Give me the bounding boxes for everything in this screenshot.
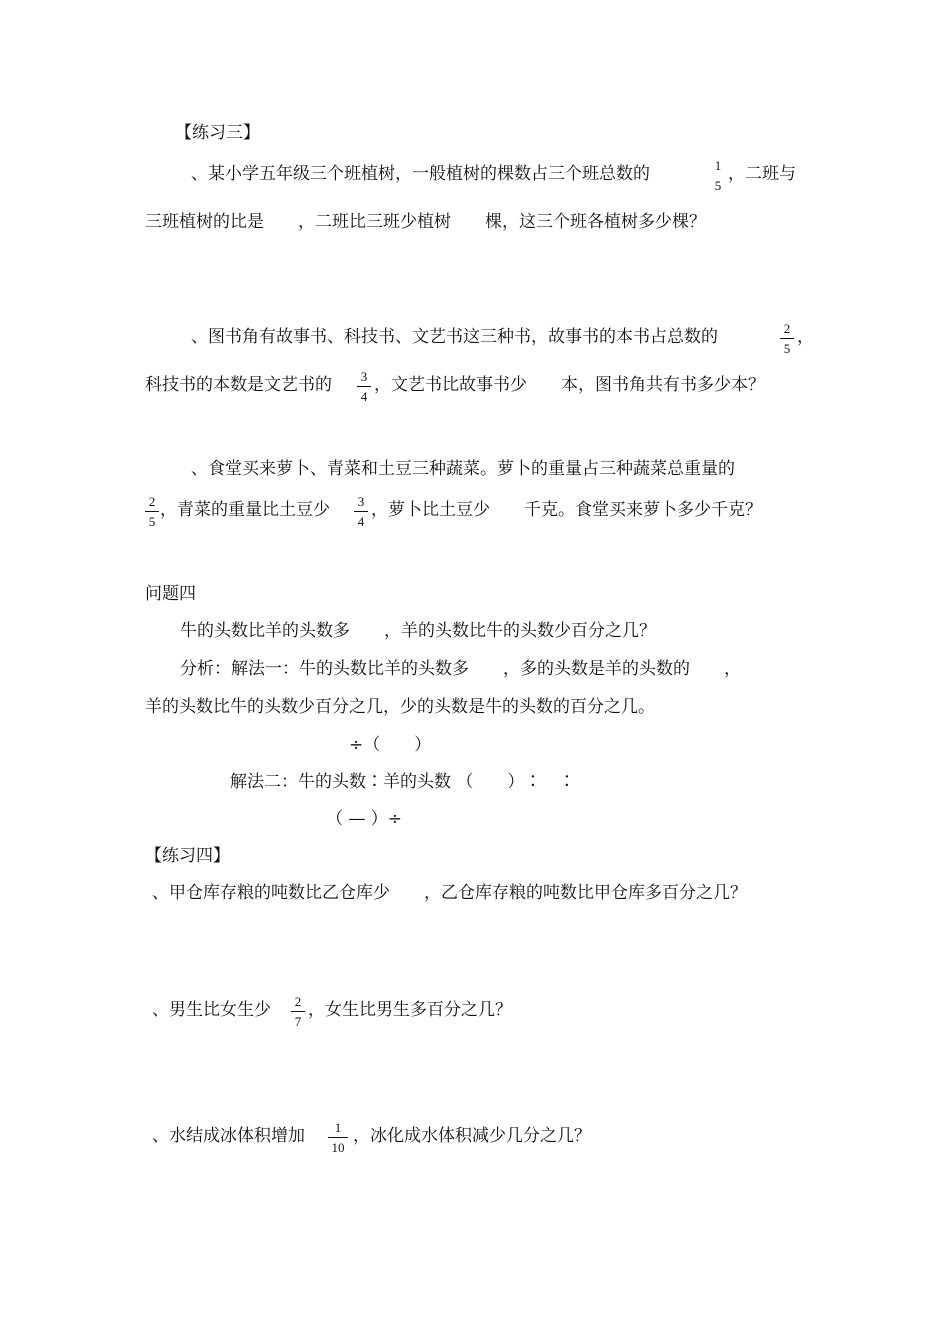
problem4-analysis-line1: 分析：解法一：牛的头数比羊的头数多 ，多的头数是羊的头数的 ， <box>180 659 741 679</box>
problem4-formula2: （ — ）÷ <box>326 809 403 829</box>
fraction-numerator: 3 <box>360 369 368 384</box>
problem4-method2: 解法二：牛的头数∶羊的头数 （ ）∶ ∶ <box>230 772 576 792</box>
problem4-formula1: ÷（ ） <box>349 735 432 755</box>
problem4-title: 问题四 <box>145 584 196 604</box>
fraction-denominator: 4 <box>357 514 365 529</box>
practice3-q2-line1: 、图书角有故事书、科技书、文艺书这三种书，故事书的本书占总数的 <box>191 327 718 347</box>
fraction-bar <box>354 511 368 512</box>
fraction-numerator: 2 <box>294 994 302 1009</box>
practice4-q2b: ，女生比男生多百分之几？ <box>308 1000 512 1020</box>
fraction-numerator: 3 <box>357 494 365 509</box>
fraction-bar <box>145 511 159 512</box>
practice3-q1-line1-end: ，二班与 <box>728 164 796 184</box>
fraction-bar <box>780 338 794 339</box>
practice3-q3-line1: 、食堂买来萝卜、青菜和土豆三种蔬菜。萝卜的重量占三种蔬菜总重量的 <box>191 459 735 479</box>
fraction-denominator: 5 <box>714 178 722 193</box>
practice3-q2-line2a: 科技书的本数是文艺书的 <box>145 375 332 395</box>
fraction-denominator: 5 <box>783 341 791 356</box>
practice3-q3-line2a: ，青菜的重量比土豆少 <box>160 500 330 520</box>
fraction-denominator: 4 <box>360 389 368 404</box>
fraction-denominator: 7 <box>294 1014 302 1029</box>
practice3-title: 【练习三】 <box>175 123 260 143</box>
fraction-numerator: 1 <box>334 1120 342 1135</box>
fraction-denominator: 5 <box>148 514 156 529</box>
fraction-denominator: 10 <box>331 1140 345 1155</box>
practice3-q3-line2b: ，萝卜比土豆少 千克。食堂买来萝卜多少千克？ <box>371 500 762 520</box>
practice3-q1-line2: 三班植树的比是 ，二班比三班少植树 棵，这三个班各植树多少棵？ <box>145 212 706 232</box>
practice4-q3b: ，冰化成水体积减少几分之几？ <box>353 1126 591 1146</box>
practice4-title: 【练习四】 <box>145 846 230 866</box>
fraction-numerator: 2 <box>148 494 156 509</box>
practice4-q1: 、甲仓库存粮的吨数比乙仓库少 ，乙仓库存粮的吨数比甲仓库多百分之几？ <box>152 883 747 903</box>
fraction-numerator: 1 <box>714 158 722 173</box>
problem4-question: 牛的头数比羊的头数多 ，羊的头数比牛的头数少百分之几？ <box>180 621 656 641</box>
practice4-q3a: 、水结成冰体积增加 <box>152 1126 305 1146</box>
fraction-bar <box>357 386 371 387</box>
fraction-bar <box>328 1137 348 1138</box>
practice3-q1-line1: 、某小学五年级三个班植树，一般植树的棵数占三个班总数的 <box>191 164 650 184</box>
practice3-q2-line2b: ，文艺书比故事书少 本，图书角共有书多少本？ <box>374 375 765 395</box>
practice4-q2a: 、男生比女生少 <box>152 1000 271 1020</box>
fraction-numerator: 2 <box>783 321 791 336</box>
problem4-analysis-line2: 羊的头数比牛的头数少百分之几，少的头数是牛的头数的百分之几。 <box>145 697 655 717</box>
practice3-q2-line1-end: ， <box>797 327 814 347</box>
fraction-bar <box>291 1011 305 1012</box>
